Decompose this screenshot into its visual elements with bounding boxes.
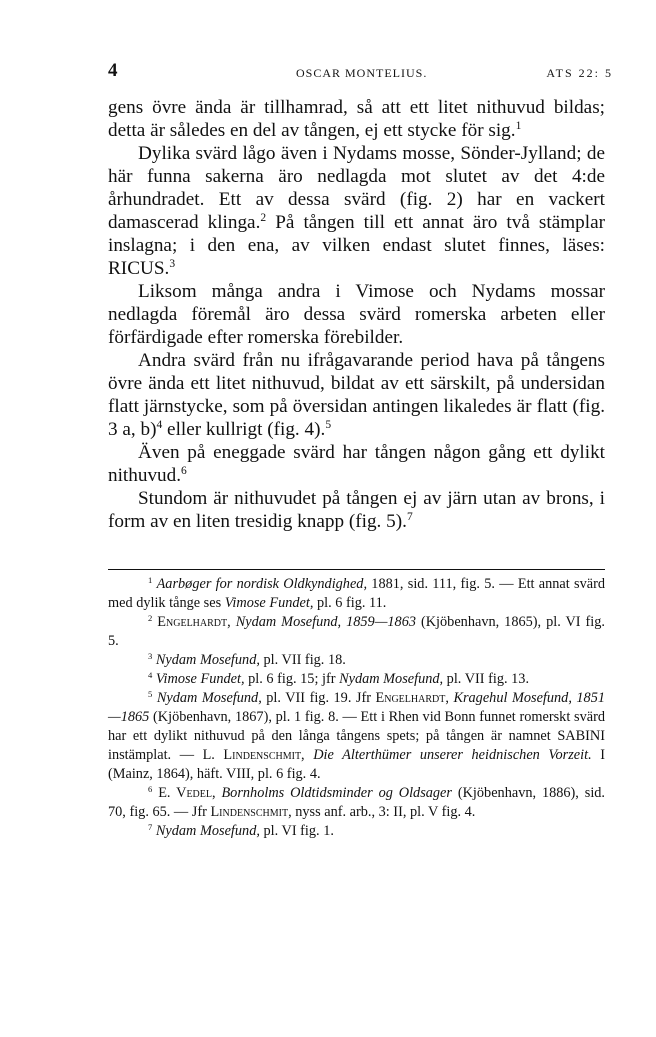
page-header (108, 60, 613, 84)
paragraph: Stundom är nithuvudet på tången ej av järn utan av brons, i form av en liten tresidig knapp (fig. 5).$^7$ (108, 488, 605, 532)
footnotes (108, 575, 605, 841)
paragraph: Dylika svärd lågo även i Nydams mosse, Sönder-Jylland; de här funna sakerna äro nedlagda mot slutet av det 4:de århundradet. Ett av dessa svärd (fig. 2) har en vackert damascerad klinga.$^2$ På tången till ett annat äro två stämplar inslagna; i den ena, av vilken endast slutet finnes, läses: RICUS.$^3$ (108, 143, 605, 279)
paragraph: Liksom många andra i Vimose och Nydams mossar nedlagda föremål äro dessa svärd romerska arbeten eller förfärdigade efter romerska förebilder. (108, 281, 605, 348)
footnote-divider (108, 569, 605, 570)
footnote-ref: 7 (406, 511, 413, 524)
footnote-ref: 2 (260, 212, 267, 225)
footnote-ref: 1 (515, 120, 522, 133)
main-text (108, 96, 605, 533)
paragraph: Andra svärd från nu ifrågavarande period hava på tångens övre ända ett litet nithuvud, bildat av ett särskilt, på undersidan flatt järnstycke, som på översidan antingen likaledes är flatt (fig. 3 a, b)$^4$ eller kullrigt (fig. 4).$^5$ (108, 350, 605, 440)
footnote-ref: 3 (169, 258, 176, 271)
footnote: $^3$ Nydam Mosefund, pl. VII fig. 18. (148, 650, 346, 668)
footnote-ref: 6 (181, 465, 187, 478)
paragraph: Även på eneggade svärd har tången någon gång ett dylikt nithuvud.$^6$ (108, 442, 605, 486)
footnote-ref: 5 (325, 419, 332, 432)
footnote-ref: 4 (156, 419, 163, 432)
page-number: 4 (108, 60, 118, 81)
footnote: $^5$ Nydam Mosefund, pl. VII fig. 19. Jfr Engelhardt, Kragehul Mosefund, 1851—1865 (Kjöbenhavn, 1867), pl. 1 fig. 8. — Ett i Rhen vid Bonn funnet romerskt svärd har ett dylikt nithuvud på den långa tångens spets; på tången är namnet SABINI instämplat. — L. Lindenschmit, Die Alterthümer unserer heidnischen Vorzeit. I (Mainz, 1864), häft. VIII, pl. 6 fig. 4. (108, 688, 606, 782)
running-head: OSCAR MONTELIUS. (296, 66, 428, 80)
footnote: $^1$ Aarbøger for nordisk Oldkyndighed, 1881, sid. 111, fig. 5. — Ett annat svärd med dylik tånge ses Vimose Fundet, pl. 6 fig. 11. (108, 574, 605, 611)
footnote: $^4$ Vimose Fundet, pl. 6 fig. 15; jfr Nydam Mosefund, pl. VII fig. 13. (148, 669, 530, 687)
footnote: $^6$ E. Vedel, Bornholms Oldtidsminder og Oldsager (Kjöbenhavn, 1886), sid. 70, fig. 65. — Jfr Lindenschmit, nyss anf. arb., 3: II, pl. V fig. 4. (108, 783, 606, 820)
signature-mark: ATS 22: 5 (546, 66, 613, 80)
paragraph: gens övre ända är tillhamrad, så att ett litet nithuvud bildas; detta är således en del av tången, ej ett stycke för sig.$^1$ (108, 97, 605, 141)
footnote: $^2$ Engelhardt, Nydam Mosefund, 1859—1863 (Kjöbenhavn, 1865), pl. VI fig. 5. (108, 612, 605, 649)
footnote: $^7$ Nydam Mosefund, pl. VI fig. 1. (148, 821, 334, 839)
